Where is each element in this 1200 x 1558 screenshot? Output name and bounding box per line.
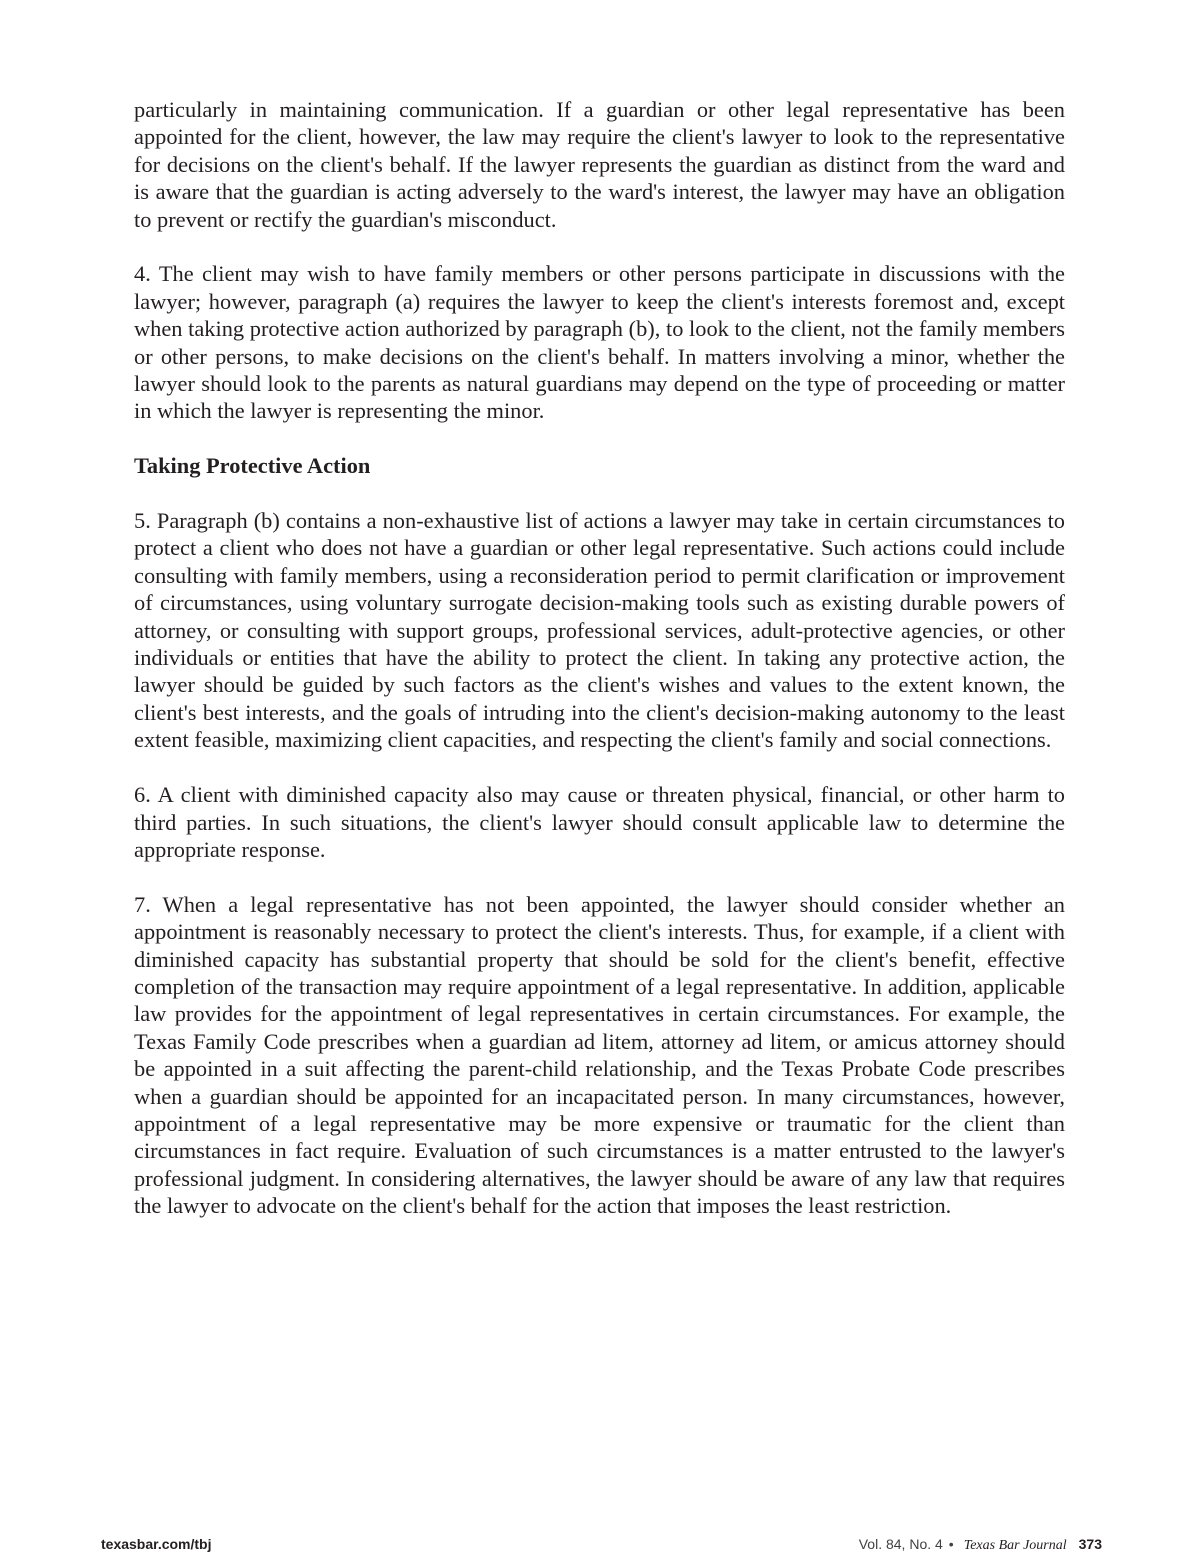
footer-volume: Vol. 84, No. 4: [858, 1536, 943, 1552]
section-heading-taking-protective-action: Taking Protective Action: [134, 453, 371, 479]
footer-bullet-separator: •: [948, 1536, 954, 1552]
paragraph-guardian-continuation: particularly in maintaining communication. If a guardian or other legal representative has been appointed for the client, however, the law may require the client's lawyer to look to the representative for decisions on the client's behalf. If the lawyer represents the guardian as distinct from the ward and is aware that the guardian is acting adversely to the ward's interest, the lawyer may have an obligation to prevent or rectify the guardian's misconduct.: [134, 97, 1065, 232]
paragraph-6-third-party-harm: 6. A client with diminished capacity also may cause or threaten physical, financial, or other harm to third parties. In such situations, the client's lawyer should consult applicable law to determine the appropriate response.: [134, 782, 1065, 862]
footer-journal-title: Texas Bar Journal: [963, 1538, 1067, 1553]
document-body: [134, 96, 1065, 1247]
paragraph-5-protective-actions: 5. Paragraph (b) contains a non-exhaustive list of actions a lawyer may take in certain circumstances to protect a client who does not have a guardian or other legal representative. Such actions could include consulting with family members, using a reconsideration period to permit clarification or improvement of circumstances, using voluntary surrogate decision-making tools such as existing durable powers of attorney, or consulting with support groups, professional services, adult-protective agencies, or other individuals or entities that have the ability to protect the client. In taking any protective action, the lawyer should be guided by such factors as the client's wishes and values to the extent known, the client's best interests, and the goals of intruding into the client's decision-making autonomy to the least extent feasible, maximizing client capacities, and respecting the client's family and social connections.: [134, 508, 1065, 753]
footer-page-number: 373: [1078, 1536, 1102, 1552]
page-footer: [101, 1536, 1102, 1556]
paragraph-7-legal-representative: 7. When a legal representative has not been appointed, the lawyer should consider whether an appointment is reasonably necessary to protect the client's interests. Thus, for example, if a client with diminished capacity has substantial property that should be sold for the client's benefit, effective completion of the transaction may require appointment of a legal representative. In addition, applicable law provides for the appointment of legal representatives in certain circumstances. For example, the Texas Family Code prescribes when a guardian ad litem, attorney ad litem, or amicus attorney should be appointed in a suit affecting the parent-child relationship, and the Texas Probate Code prescribes when a guardian should be appointed for an incapacitated person. In many circumstances, however, appointment of a legal representative may be more expensive or traumatic for the client than circumstances in fact require. Evaluation of such circumstances is a matter entrusted to the lawyer's professional judgment. In considering alternatives, the lawyer should be aware of any law that requires the lawyer to advocate on the client's behalf for the action that imposes the least restriction.: [134, 891, 1065, 1219]
paragraph-4-family-members: 4. The client may wish to have family members or other persons participate in discussions with the lawyer; however, paragraph (a) requires the lawyer to keep the client's interests foremost and, except when taking protective action authorized by paragraph (b), to look to the client, not the family members or other persons, to make decisions on the client's behalf. In matters involving a minor, whether the lawyer should look to the parents as natural guardians may depend on the type of proceeding or matter in which the lawyer is representing the minor.: [134, 261, 1065, 424]
footer-issue-info: [859, 1536, 1102, 1554]
footer-website: texasbar.com/tbj: [101, 1536, 212, 1552]
